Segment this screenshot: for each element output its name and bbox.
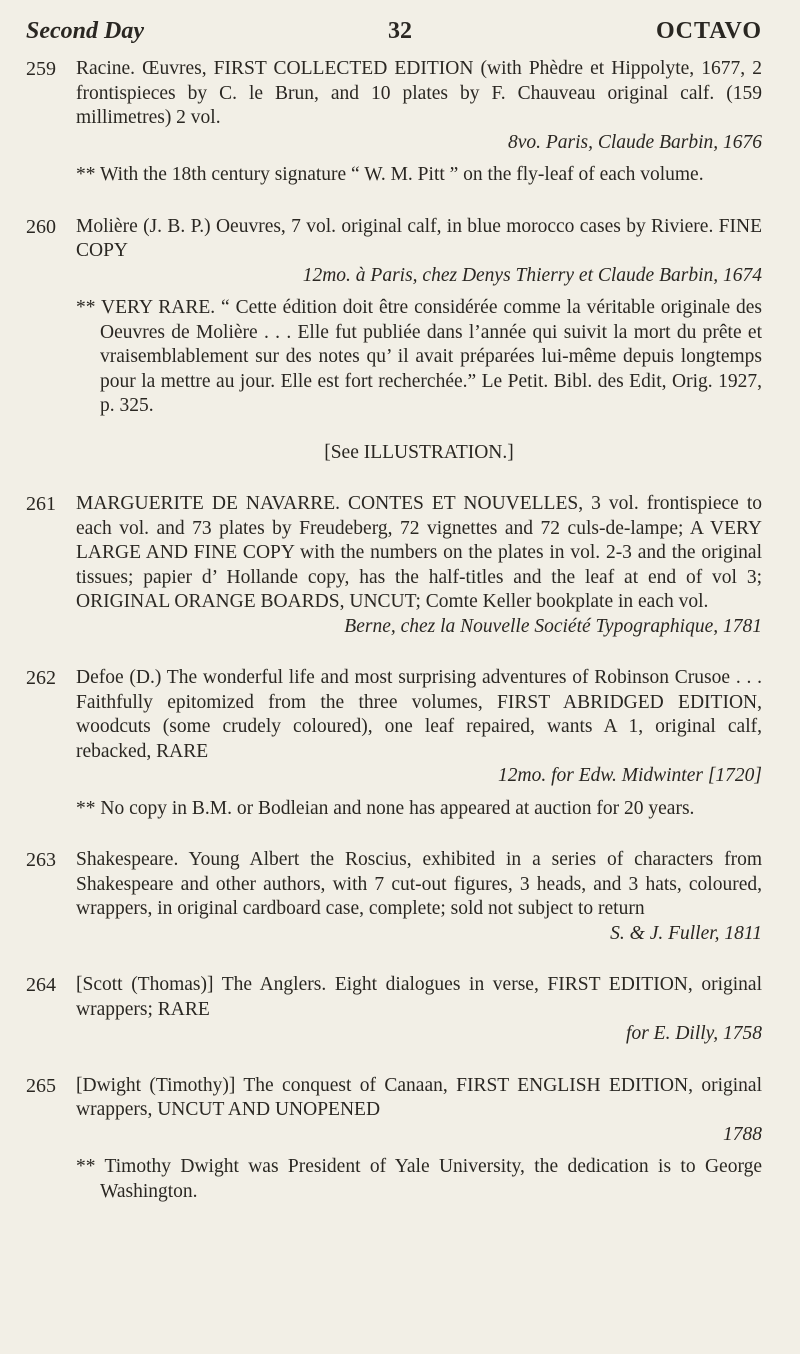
lot-description: MARGUERITE DE NAVARRE. CONTES ET NOUVELLES, 3 vol. frontispiece to each vol. and 73 plates by Freudeberg, 72 vignettes and 72 culs-de-lampe; A VERY LARGE AND FINE COPY with the numbers on the plates in vol. 2-3 and the original tissues; papier d’ Hollande copy, has the half-titles and the leaf at end of vol 3; ORIGINAL ORANGE BOARDS, UNCUT; Comte Keller bookplate in each vol.	[76, 493, 762, 612]
lot-body	[76, 215, 762, 466]
lot-description: [Scott (Thomas)] The Anglers. Eight dialogues in verse, FIRST EDITION, original wrappers; RARE	[76, 974, 762, 1020]
lot-description: Racine. Œuvres, FIRST COLLECTED EDITION (with Phèdre et Hippolyte, 1677, 2 frontispieces by C. le Brun, and 10 plates by F. Chauveau original calf. (159 millimetres) 2 vol.	[76, 58, 762, 128]
lot-number: 261	[26, 493, 56, 515]
lot-body	[76, 848, 762, 946]
lot-description: Molière (J. B. P.) Oeuvres, 7 vol. original calf, in blue morocco cases by Riviere. FINE COPY	[76, 215, 762, 261]
lot-note: ** No copy in B.M. or Bodleian and none has appeared at auction for 20 years.	[76, 797, 695, 819]
lot-number: 265	[26, 1074, 56, 1097]
lot-imprint: 1788	[723, 1123, 762, 1145]
lot-body	[76, 57, 762, 188]
page-number: 32	[388, 18, 412, 44]
lot-number: 263	[26, 849, 56, 871]
lot-imprint: S. & J. Fuller, 1811	[610, 922, 762, 944]
lot-entry	[26, 848, 762, 946]
lot-entry	[26, 1074, 762, 1205]
running-head-left: Second Day	[26, 18, 144, 44]
running-head	[26, 18, 762, 45]
lot-imprint: Berne, chez la Nouvelle Société Typographique, 1781	[344, 615, 762, 637]
lot-imprint: 12mo. for Edw. Midwinter [1720]	[498, 765, 762, 786]
see-illustration-note: [See ILLUSTRATION.]	[324, 441, 514, 463]
lot-body	[76, 1074, 762, 1205]
lot-note: ** VERY RARE. “ Cette édition doit être considérée comme la véritable originale des Oeuvres de Molière . . . Elle fut publiée dans l’année qui suivit la mort du prête et vraisemblablement sur des notes qu’ il avait préparées lui-même depuis longtemps pour la mettre au jour. Elle est fort recherchée.” Le Petit. Bibl. des Edit, Orig. 1927, p. 325.	[76, 297, 762, 416]
lot-imprint: for E. Dilly, 1758	[626, 1023, 762, 1044]
lot-description: Shakespeare. Young Albert the Roscius, exhibited in a series of characters from Shakespeare and other authors, with 7 cut-out figures, 3 heads, and 3 hats, coloured, wrappers, in original cardboard case, complete; sold not subject to return	[76, 849, 762, 919]
lot-entry	[26, 215, 762, 466]
lot-body	[76, 492, 762, 639]
lot-number: 264	[26, 974, 56, 996]
lot-imprint: 12mo. à Paris, chez Denys Thierry et Claude Barbin, 1674	[302, 264, 762, 286]
lot-body	[76, 973, 762, 1047]
lot-description: Defoe (D.) The wonderful life and most surprising adventures of Robinson Crusoe . . . Faithfully epitomized from the three volumes, FIRST ABRIDGED EDITION, woodcuts (some crudely coloured), one leaf repaired, wants A 1, original calf, rebacked, RARE	[76, 667, 762, 762]
lot-entry	[26, 973, 762, 1047]
lot-note: ** With the 18th century signature “ W. M. Pitt ” on the fly-leaf of each volume.	[76, 164, 704, 185]
lot-note: ** Timothy Dwight was President of Yale University, the dedication is to George Washington.	[76, 1156, 762, 1202]
lot-number: 259	[26, 58, 56, 80]
lot-number: 260	[26, 215, 56, 238]
lot-description: [Dwight (Timothy)] The conquest of Canaan, FIRST ENGLISH EDITION, original wrappers, UNCUT AND UNOPENED	[76, 1074, 762, 1120]
running-head-right: OCTAVO	[656, 18, 762, 44]
lot-entry	[26, 666, 762, 821]
lot-body	[76, 666, 762, 821]
lot-entry	[26, 492, 762, 639]
lot-entry	[26, 57, 762, 188]
lot-number: 262	[26, 667, 56, 689]
lot-imprint: 8vo. Paris, Claude Barbin, 1676	[507, 131, 762, 153]
